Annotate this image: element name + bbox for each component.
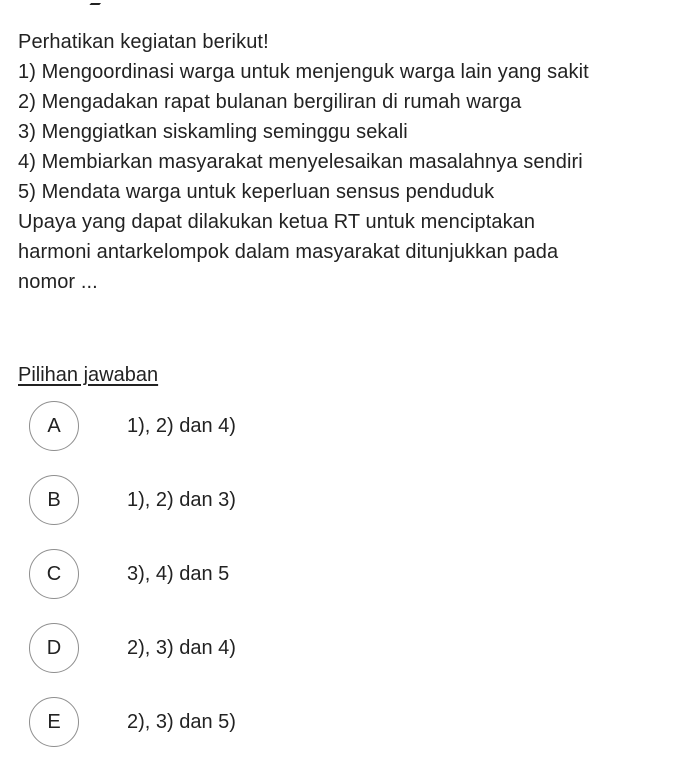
option-letter-circle[interactable]: A — [29, 401, 79, 451]
question-block — [18, 27, 673, 297]
answer-option-e[interactable] — [29, 696, 629, 748]
option-text: 2), 3) dan 4) — [127, 637, 236, 659]
question-item-5: 5) Mendata warga untuk keperluan sensus penduduk — [18, 181, 495, 203]
option-text: 3), 4) dan 5 — [127, 563, 230, 585]
option-text: 1), 2) dan 4) — [127, 415, 236, 437]
answer-option-c[interactable] — [29, 548, 629, 600]
answer-option-d[interactable] — [29, 622, 629, 674]
answer-options — [29, 400, 629, 770]
option-text: 1), 2) dan 3) — [127, 489, 236, 511]
question-item-2: 2) Mengadakan rapat bulanan bergiliran di rumah warga — [18, 91, 522, 113]
question-intro: Perhatikan kegiatan berikut! — [18, 31, 269, 53]
option-letter-circle[interactable]: E — [29, 697, 79, 747]
question-prompt-line-1: Upaya yang dapat dilakukan ketua RT untuk menciptakan — [18, 211, 536, 233]
choices-title: Pilihan jawaban — [18, 364, 159, 386]
answer-option-b[interactable] — [29, 474, 629, 526]
option-letter-circle[interactable]: C — [29, 549, 79, 599]
question-item-1: 1) Mengoordinasi warga untuk menjenguk warga lain yang sakit — [18, 61, 589, 83]
question-item-4: 4) Membiarkan masyarakat menyelesaikan masalahnya sendiri — [18, 151, 583, 173]
cropped-glyph-fragment — [89, 0, 108, 5]
answer-option-a[interactable] — [29, 400, 629, 452]
option-text: 2), 3) dan 5) — [127, 711, 236, 733]
question-prompt-line-2: harmoni antarkelompok dalam masyarakat ditunjukkan pada — [18, 241, 559, 263]
option-letter-circle[interactable]: D — [29, 623, 79, 673]
question-item-3: 3) Menggiatkan siskamling seminggu sekali — [18, 121, 408, 143]
option-letter-circle[interactable]: B — [29, 475, 79, 525]
question-prompt-line-3: nomor ... — [18, 271, 98, 293]
